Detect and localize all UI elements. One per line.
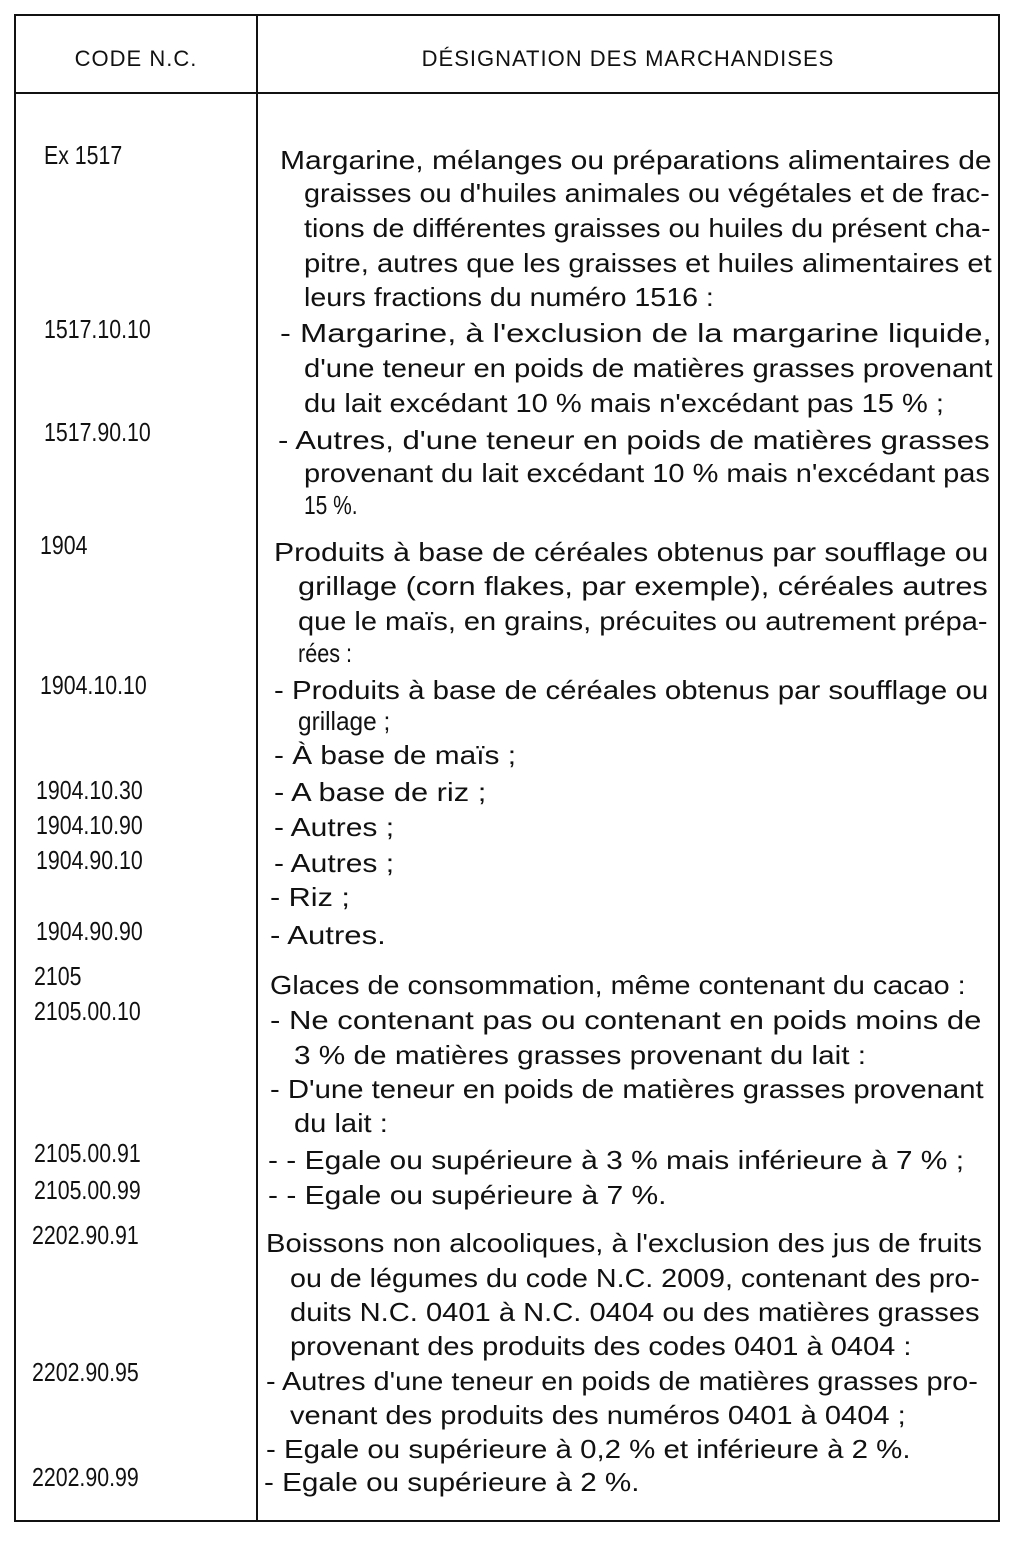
designation-line: - Margarine, à l'exclusion de la margarine liquide, — [280, 318, 992, 348]
designation-line: - - Egale ou supérieure à 7 %. — [268, 1180, 667, 1210]
designation-line: du lait excédant 10 % mais n'excédant pas 15 % ; — [304, 388, 944, 418]
designation-line: - - Egale ou supérieure à 3 % mais inférieure à 7 % ; — [268, 1145, 965, 1175]
designation-line: que le maïs, en grains, précuites ou autrement prépa- — [298, 606, 988, 636]
code-cell: 2202.90.99 — [32, 1462, 139, 1492]
code-cell: 2202.90.95 — [32, 1357, 139, 1387]
designation-line: provenant des produits des codes 0401 à 0404 : — [290, 1331, 912, 1361]
designation-line: - Riz ; — [270, 882, 350, 912]
designation-line: leurs fractions du numéro 1516 : — [304, 282, 714, 312]
code-cell: 1904.10.30 — [36, 775, 143, 805]
designation-line: Boissons non alcooliques, à l'exclusion des jus de fruits — [266, 1228, 982, 1258]
designation-line: rées : — [298, 638, 353, 668]
code-cell: 2105.00.91 — [34, 1138, 141, 1168]
header-rule — [16, 92, 998, 94]
code-cell: 1904.90.10 — [36, 845, 143, 875]
designation-line: - Produits à base de céréales obtenus par soufflage ou — [274, 675, 989, 705]
code-cell: 1904 — [40, 530, 88, 560]
designation-line: 3 % de matières grasses provenant du lait : — [294, 1040, 867, 1070]
designation-line: - A base de riz ; — [274, 777, 487, 807]
code-cell: 1517.90.10 — [44, 417, 151, 447]
designation-line: - Autres. — [270, 920, 386, 950]
code-cell: 2202.90.91 — [32, 1220, 139, 1250]
designation-line: d'une teneur en poids de matières grasses provenant — [304, 353, 993, 383]
designation-line: grillage (corn flakes, par exemple), céréales autres — [298, 571, 988, 601]
header-code: CODE N.C. — [74, 46, 198, 71]
designation-line: - Egale ou supérieure à 0,2 % et inférieure à 2 %. — [266, 1434, 911, 1464]
designation-line: - À base de maïs ; — [274, 740, 516, 770]
designation-line: graisses ou d'huiles animales ou végétales et de frac- — [304, 178, 990, 208]
designation-line: - Ne contenant pas ou contenant en poids moins de — [270, 1005, 982, 1035]
designation-line: Margarine, mélanges ou préparations alimentaires de — [280, 145, 992, 175]
designation-line: du lait : — [294, 1108, 388, 1138]
designation-line: Produits à base de céréales obtenus par soufflage ou — [274, 537, 989, 567]
code-cell: Ex 1517 — [44, 140, 123, 170]
designation-line: - Egale ou supérieure à 2 %. — [264, 1467, 640, 1497]
designation-line: tions de différentes graisses ou huiles du présent cha- — [304, 213, 991, 243]
designation-line: grillage ; — [298, 706, 391, 736]
designation-line: - Autres ; — [274, 848, 395, 878]
code-cell: 2105 — [34, 961, 82, 991]
designation-line: - Autres ; — [274, 812, 395, 842]
designation-line: - Autres, d'une teneur en poids de matières grasses — [278, 425, 990, 455]
designation-line: Glaces de consommation, même contenant du cacao : — [270, 970, 966, 1000]
header-designation: DÉSIGNATION DES MARCHANDISES — [421, 46, 835, 71]
designation-line: venant des produits des numéros 0401 à 0404 ; — [290, 1400, 906, 1430]
code-cell: 1904.10.90 — [36, 810, 143, 840]
column-divider — [256, 16, 258, 1520]
designation-line: ou de légumes du code N.C. 2009, contenant des pro- — [290, 1263, 980, 1293]
designation-line: - Autres d'une teneur en poids de matières grasses pro- — [266, 1366, 978, 1396]
designation-line: duits N.C. 0401 à N.C. 0404 ou des matières grasses — [290, 1297, 980, 1327]
code-cell: 1517.10.10 — [44, 314, 151, 344]
designation-line: pitre, autres que les graisses et huiles alimentaires et — [304, 248, 992, 278]
code-cell: 2105.00.10 — [34, 996, 141, 1026]
designation-line: - D'une teneur en poids de matières grasses provenant — [270, 1074, 984, 1104]
designation-line: provenant du lait excédant 10 % mais n'excédant pas — [304, 458, 990, 488]
code-cell: 2105.00.99 — [34, 1175, 141, 1205]
code-cell: 1904.10.10 — [40, 670, 147, 700]
code-cell: 1904.90.90 — [36, 916, 143, 946]
designation-line: 15 %. — [304, 490, 358, 520]
